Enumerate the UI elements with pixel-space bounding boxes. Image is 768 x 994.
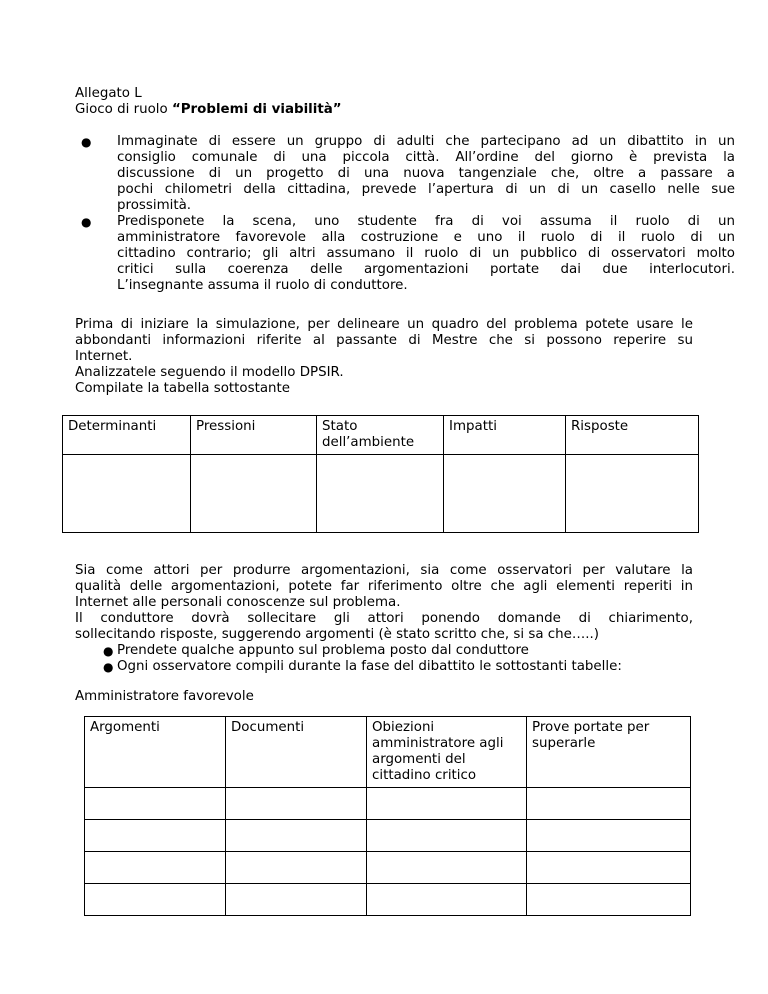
title-bold: “Problemi di viabilità” <box>171 102 342 117</box>
admin-table <box>84 716 691 916</box>
header-cell: Documenti <box>226 717 367 788</box>
header-cell: Prove portate per superarle <box>527 717 691 788</box>
table-cell[interactable] <box>63 455 191 533</box>
table-cell[interactable] <box>85 788 226 820</box>
bullet-1-line-3: discussione di un progetto di una nuova tangenziale che, oltre a passare a <box>117 166 735 181</box>
annex-label: Allegato L <box>75 86 142 101</box>
table-header-row <box>85 717 691 788</box>
header-cell: Risposte <box>566 416 699 455</box>
table-cell[interactable] <box>367 820 527 852</box>
table-cell[interactable] <box>527 788 691 820</box>
table-cell[interactable] <box>444 455 566 533</box>
middle-line-3: Internet alle personali conoscenze sul problema. <box>75 595 401 610</box>
bullet-1-line-2: consiglio comunale di una piccola città. All’ordine del giorno è prevista la <box>117 150 735 165</box>
middle-line-2: qualità delle argomentazioni, potete far riferimento oltre che agli elementi reperiti in <box>75 579 693 594</box>
table-row <box>85 788 691 820</box>
header-cell: Determinanti <box>63 416 191 455</box>
bullet-1-line-4: pochi chilometri della cittadina, prevede l’apertura di un di un casello nelle sue <box>117 182 735 197</box>
middle-line-1: Sia come attori per produrre argomentazioni, sia come osservatori per valutare la <box>75 563 693 578</box>
table-cell[interactable] <box>367 788 527 820</box>
table-cell[interactable] <box>226 852 367 884</box>
table-header-row <box>63 416 699 455</box>
intro-line-3: Internet. <box>75 349 133 364</box>
table-row <box>85 852 691 884</box>
table-row <box>85 820 691 852</box>
bullet-marker: ● <box>103 660 114 674</box>
title-prefix: Gioco di ruolo <box>75 102 172 117</box>
bullet-1-line-5: prossimità. <box>117 198 192 213</box>
bullet-2-line-3: cittadino contrario; gli altri assumano il ruolo di un pubblico di osservatori molto <box>117 246 735 261</box>
middle-line-5: sollecitando risposte, suggerendo argomenti (è stato scritto che, si sa che…..) <box>75 627 600 642</box>
table-cell[interactable] <box>226 820 367 852</box>
header-cell: Stato dell’ambiente <box>317 416 444 455</box>
bullet-2-line-5: L’insegnante assuma il ruolo di conduttore. <box>117 278 408 293</box>
dpsir-table <box>62 415 699 533</box>
middle-line-4: Il conduttore dovrà sollecitare gli attori ponendo domande di chiarimento, <box>75 611 693 626</box>
bullet-marker: ● <box>81 135 92 149</box>
header-cell: Impatti <box>444 416 566 455</box>
header-cell: Pressioni <box>191 416 317 455</box>
header-cell: Obiezioni amministratore agli argomenti del cittadino critico <box>367 717 527 788</box>
intro-line-1: Prima di iniziare la simulazione, per delineare un quadro del problema potete usare le <box>75 317 693 332</box>
header-cell: Argomenti <box>85 717 226 788</box>
table-cell[interactable] <box>85 884 226 916</box>
intro-line-2: abbondanti informazioni riferite al passante di Mestre che si possono reperire su <box>75 333 693 348</box>
analyze-instruction: Analizzatele seguendo il modello DPSIR. <box>75 365 344 380</box>
compile-instruction: Compilate la tabella sottostante <box>75 381 291 396</box>
bullet-2-line-1: Predisponete la scena, uno studente fra di voi assuma il ruolo di un <box>117 214 735 229</box>
table-cell[interactable] <box>527 884 691 916</box>
table-cell[interactable] <box>85 852 226 884</box>
table-cell[interactable] <box>317 455 444 533</box>
table-cell[interactable] <box>191 455 317 533</box>
table-cell[interactable] <box>527 820 691 852</box>
bullet-2-line-2: amministratore favorevole alla costruzione e uno il ruolo di il ruolo di un <box>117 230 735 245</box>
table-cell[interactable] <box>367 884 527 916</box>
table-row <box>63 455 699 533</box>
table-cell[interactable] <box>226 884 367 916</box>
bullet-2-line-4: critici sulla coerenza delle argomentazioni portate dai due interlocutori. <box>117 262 735 277</box>
page-title <box>75 102 342 118</box>
table-cell[interactable] <box>367 852 527 884</box>
table-cell[interactable] <box>527 852 691 884</box>
bullet-marker: ● <box>81 215 92 229</box>
table-row <box>85 884 691 916</box>
bullet-marker: ● <box>103 644 114 658</box>
admin-section-title: Amministratore favorevole <box>75 689 254 704</box>
bullet-1-line-1: Immaginate di essere un gruppo di adulti che partecipano ad un dibattito in un <box>117 134 735 149</box>
table-cell[interactable] <box>566 455 699 533</box>
middle-bullet-2: Ogni osservatore compili durante la fase del dibattito le sottostanti tabelle: <box>117 659 622 674</box>
table-cell[interactable] <box>85 820 226 852</box>
table-cell[interactable] <box>226 788 367 820</box>
middle-bullet-1: Prendete qualche appunto sul problema posto dal conduttore <box>117 643 529 658</box>
